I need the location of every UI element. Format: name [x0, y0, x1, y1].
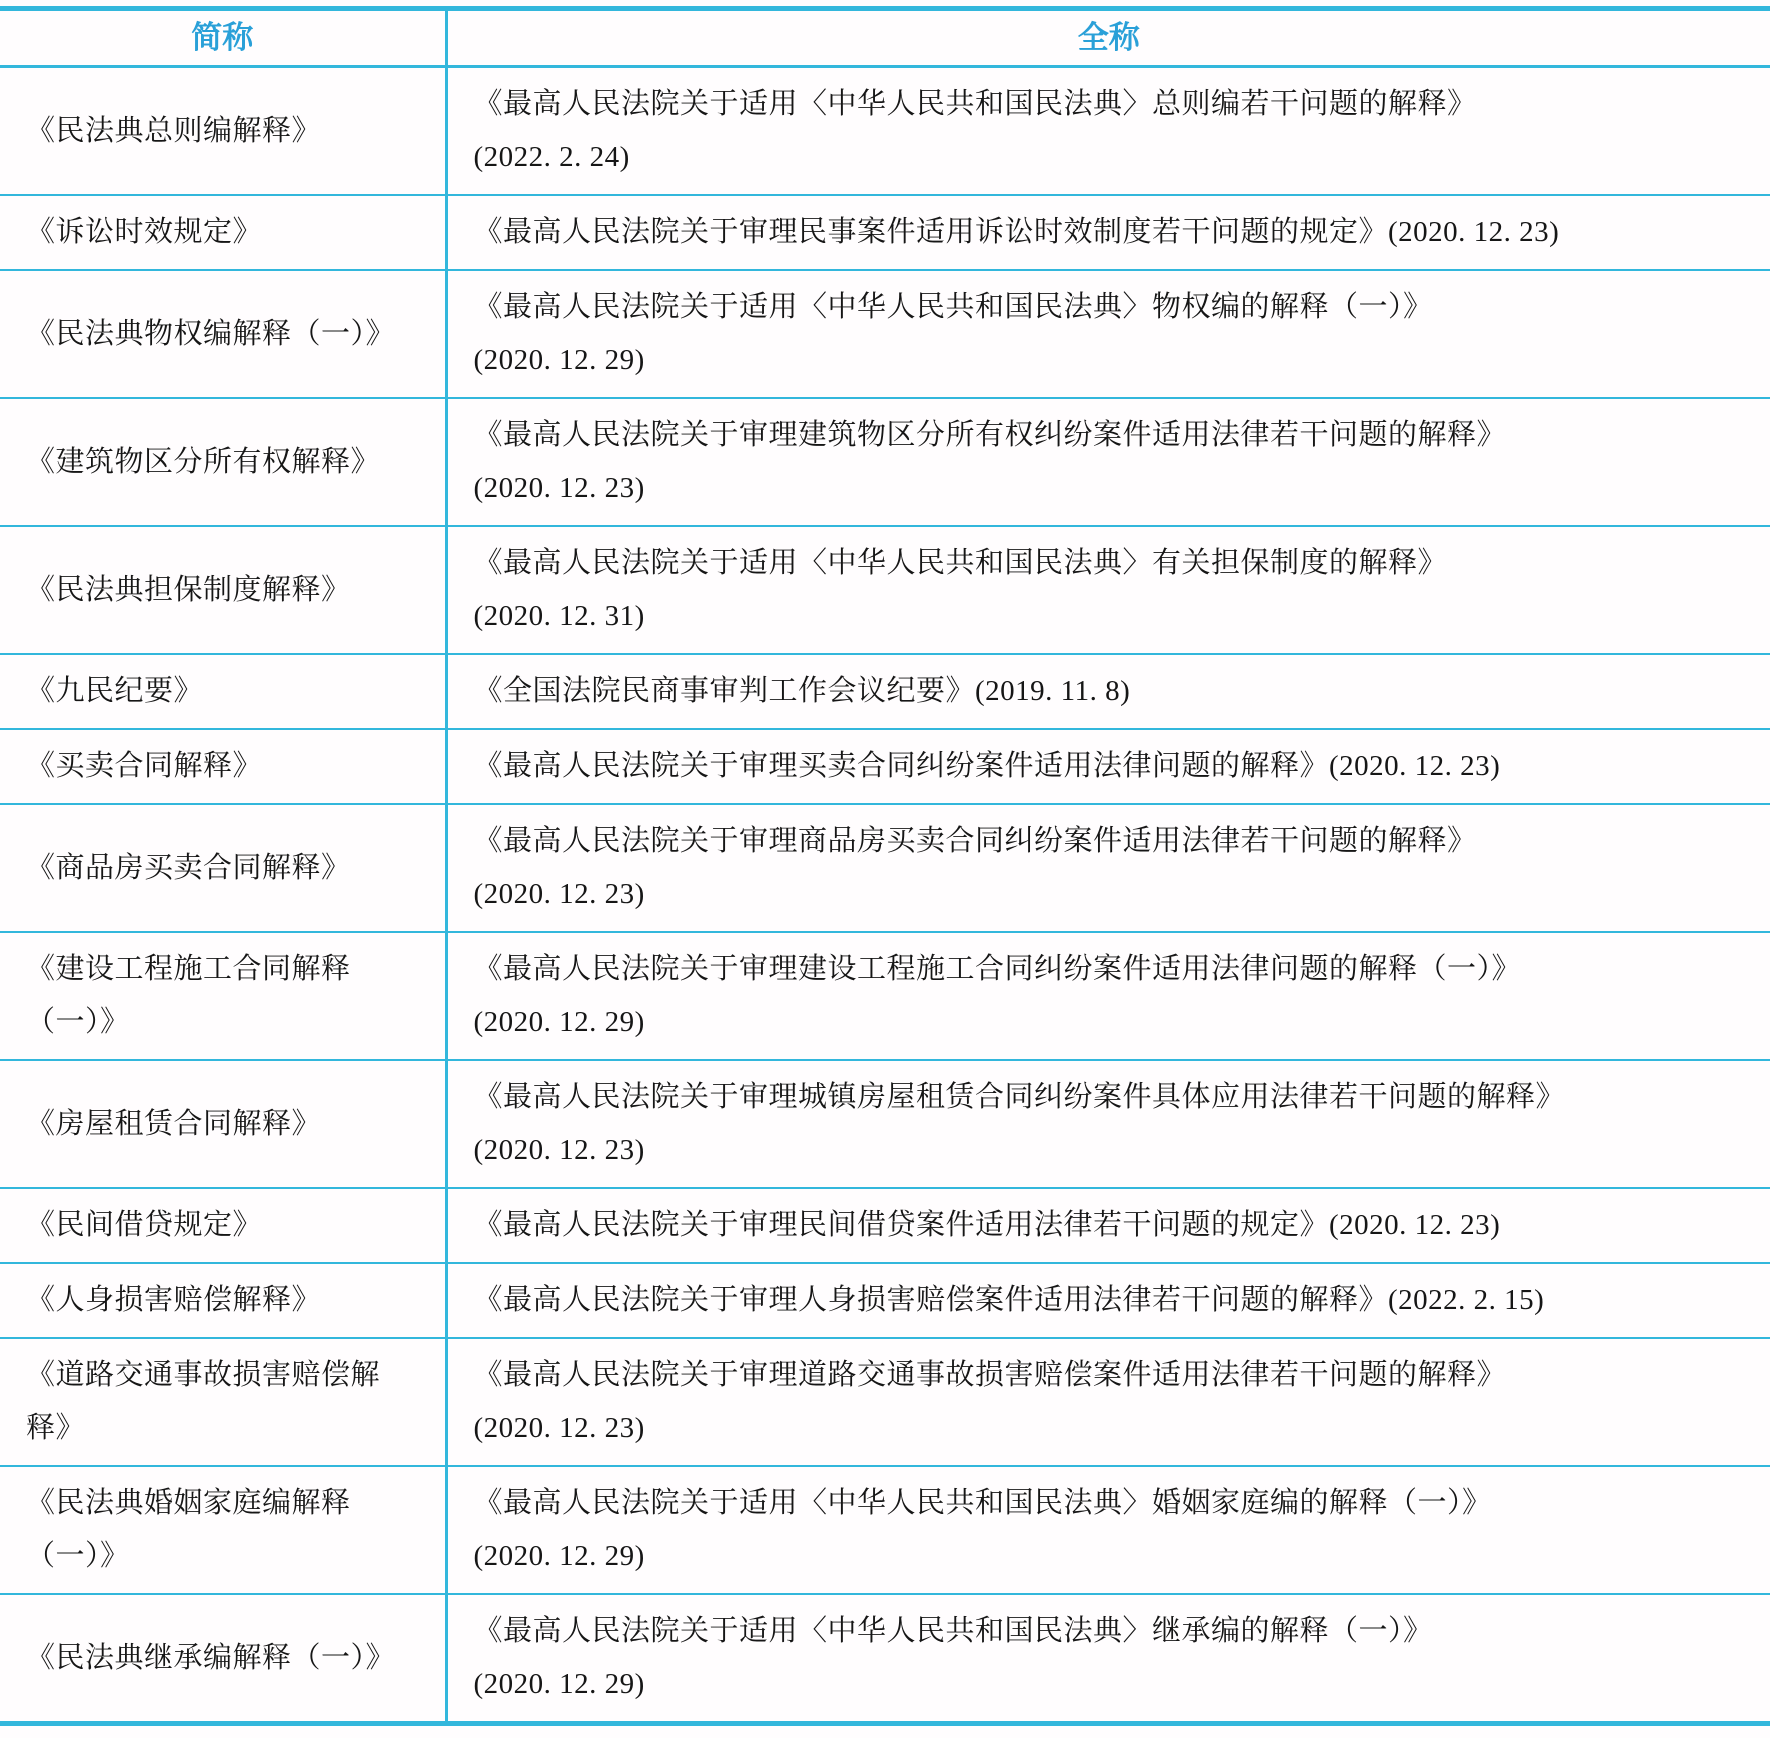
- abbreviation-cell: 《九民纪要》: [0, 654, 446, 729]
- abbreviation-cell: 《诉讼时效规定》: [0, 195, 446, 270]
- full-name-line: (2020. 12. 23): [473, 1134, 645, 1166]
- abbreviation-cell: 《民间借贷规定》: [0, 1188, 446, 1263]
- table-row: [0, 932, 1770, 1060]
- abbreviation-cell: 《民法典婚姻家庭编解释（一）》: [0, 1466, 446, 1594]
- full-name-line: (2020. 12. 29): [473, 1540, 645, 1572]
- abbreviation-cell: 《民法典总则编解释》: [0, 67, 446, 196]
- full-name-line: 《最高人民法院关于适用〈中华人民共和国民法典〉物权编的解释（一）》: [473, 291, 1433, 323]
- header-row: [0, 9, 1770, 67]
- full-name-line: 《最高人民法院关于审理买卖合同纠纷案件适用法律问题的解释》(2020. 12. 23): [473, 750, 1501, 782]
- full-name-line: 《最高人民法院关于审理民事案件适用诉讼时效制度若干问题的规定》(2020. 12. 23): [473, 216, 1560, 248]
- full-name-cell: [446, 729, 1770, 804]
- table-row: [0, 270, 1770, 398]
- full-name-cell: [446, 526, 1770, 654]
- table-row: [0, 398, 1770, 526]
- abbreviation-cell: 《民法典担保制度解释》: [0, 526, 446, 654]
- full-name-cell: [446, 804, 1770, 932]
- table-body: [0, 67, 1770, 1724]
- table-row: [0, 195, 1770, 270]
- legal-shorthand-table: [0, 6, 1770, 1726]
- table-row: [0, 729, 1770, 804]
- abbreviation-cell: 《商品房买卖合同解释》: [0, 804, 446, 932]
- table-row: [0, 654, 1770, 729]
- full-name-cell: [446, 654, 1770, 729]
- abbreviation-cell: 《民法典继承编解释（一）》: [0, 1594, 446, 1724]
- full-name-line: 《最高人民法院关于适用〈中华人民共和国民法典〉继承编的解释（一）》: [473, 1615, 1433, 1647]
- abbreviation-cell: 《建设工程施工合同解释（一）》: [0, 932, 446, 1060]
- full-name-line: (2020. 12. 29): [473, 1006, 645, 1038]
- full-name-line: 《全国法院民商事审判工作会议纪要》(2019. 11. 8): [473, 675, 1131, 707]
- full-name-line: 《最高人民法院关于审理城镇房屋租赁合同纠纷案件具体应用法律若干问题的解释》: [473, 1081, 1566, 1113]
- full-name-cell: [446, 67, 1770, 196]
- full-name-line: 《最高人民法院关于审理道路交通事故损害赔偿案件适用法律若干问题的解释》: [473, 1359, 1507, 1391]
- full-name-cell: [446, 1338, 1770, 1466]
- full-name-line: 《最高人民法院关于适用〈中华人民共和国民法典〉婚姻家庭编的解释（一）》: [473, 1487, 1492, 1519]
- full-name-line: 《最高人民法院关于审理商品房买卖合同纠纷案件适用法律若干问题的解释》: [473, 825, 1477, 857]
- table-row: [0, 67, 1770, 196]
- full-name-cell: [446, 1466, 1770, 1594]
- full-name-cell: [446, 195, 1770, 270]
- full-name-line: (2020. 12. 29): [473, 1668, 645, 1700]
- column-header-short: 简称: [0, 9, 446, 67]
- abbreviation-cell: 《买卖合同解释》: [0, 729, 446, 804]
- page: [0, 6, 1770, 1726]
- table-row: [0, 526, 1770, 654]
- full-name-cell: [446, 1594, 1770, 1724]
- full-name-line: (2020. 12. 23): [473, 878, 645, 910]
- full-name-cell: [446, 932, 1770, 1060]
- full-name-line: 《最高人民法院关于审理建设工程施工合同纠纷案件适用法律问题的解释（一）》: [473, 953, 1522, 985]
- abbreviation-cell: 《人身损害赔偿解释》: [0, 1263, 446, 1338]
- full-name-line: 《最高人民法院关于适用〈中华人民共和国民法典〉有关担保制度的解释》: [473, 547, 1448, 579]
- full-name-cell: [446, 1060, 1770, 1188]
- full-name-line: 《最高人民法院关于适用〈中华人民共和国民法典〉总则编若干问题的解释》: [473, 88, 1477, 120]
- table-row: [0, 1263, 1770, 1338]
- table-row: [0, 1338, 1770, 1466]
- full-name-cell: [446, 398, 1770, 526]
- abbreviation-cell: 《建筑物区分所有权解释》: [0, 398, 446, 526]
- abbreviation-cell: 《房屋租赁合同解释》: [0, 1060, 446, 1188]
- full-name-cell: [446, 1188, 1770, 1263]
- abbreviation-cell: 《民法典物权编解释（一）》: [0, 270, 446, 398]
- column-header-full: 全称: [446, 9, 1770, 67]
- full-name-cell: [446, 270, 1770, 398]
- full-name-cell: [446, 1263, 1770, 1338]
- full-name-line: (2020. 12. 23): [473, 1412, 645, 1444]
- table-row: [0, 1466, 1770, 1594]
- table-row: [0, 1060, 1770, 1188]
- full-name-line: 《最高人民法院关于审理民间借贷案件适用法律若干问题的规定》(2020. 12. 23): [473, 1209, 1501, 1241]
- full-name-line: 《最高人民法院关于审理建筑物区分所有权纠纷案件适用法律若干问题的解释》: [473, 419, 1507, 451]
- full-name-line: (2020. 12. 23): [473, 472, 645, 504]
- table-row: [0, 1594, 1770, 1724]
- full-name-line: (2020. 12. 31): [473, 600, 645, 632]
- table-row: [0, 1188, 1770, 1263]
- table-row: [0, 804, 1770, 932]
- full-name-line: (2020. 12. 29): [473, 344, 645, 376]
- full-name-line: (2022. 2. 24): [473, 141, 630, 173]
- abbreviation-cell: 《道路交通事故损害赔偿解释》: [0, 1338, 446, 1466]
- full-name-line: 《最高人民法院关于审理人身损害赔偿案件适用法律若干问题的解释》(2022. 2. 15): [473, 1284, 1545, 1316]
